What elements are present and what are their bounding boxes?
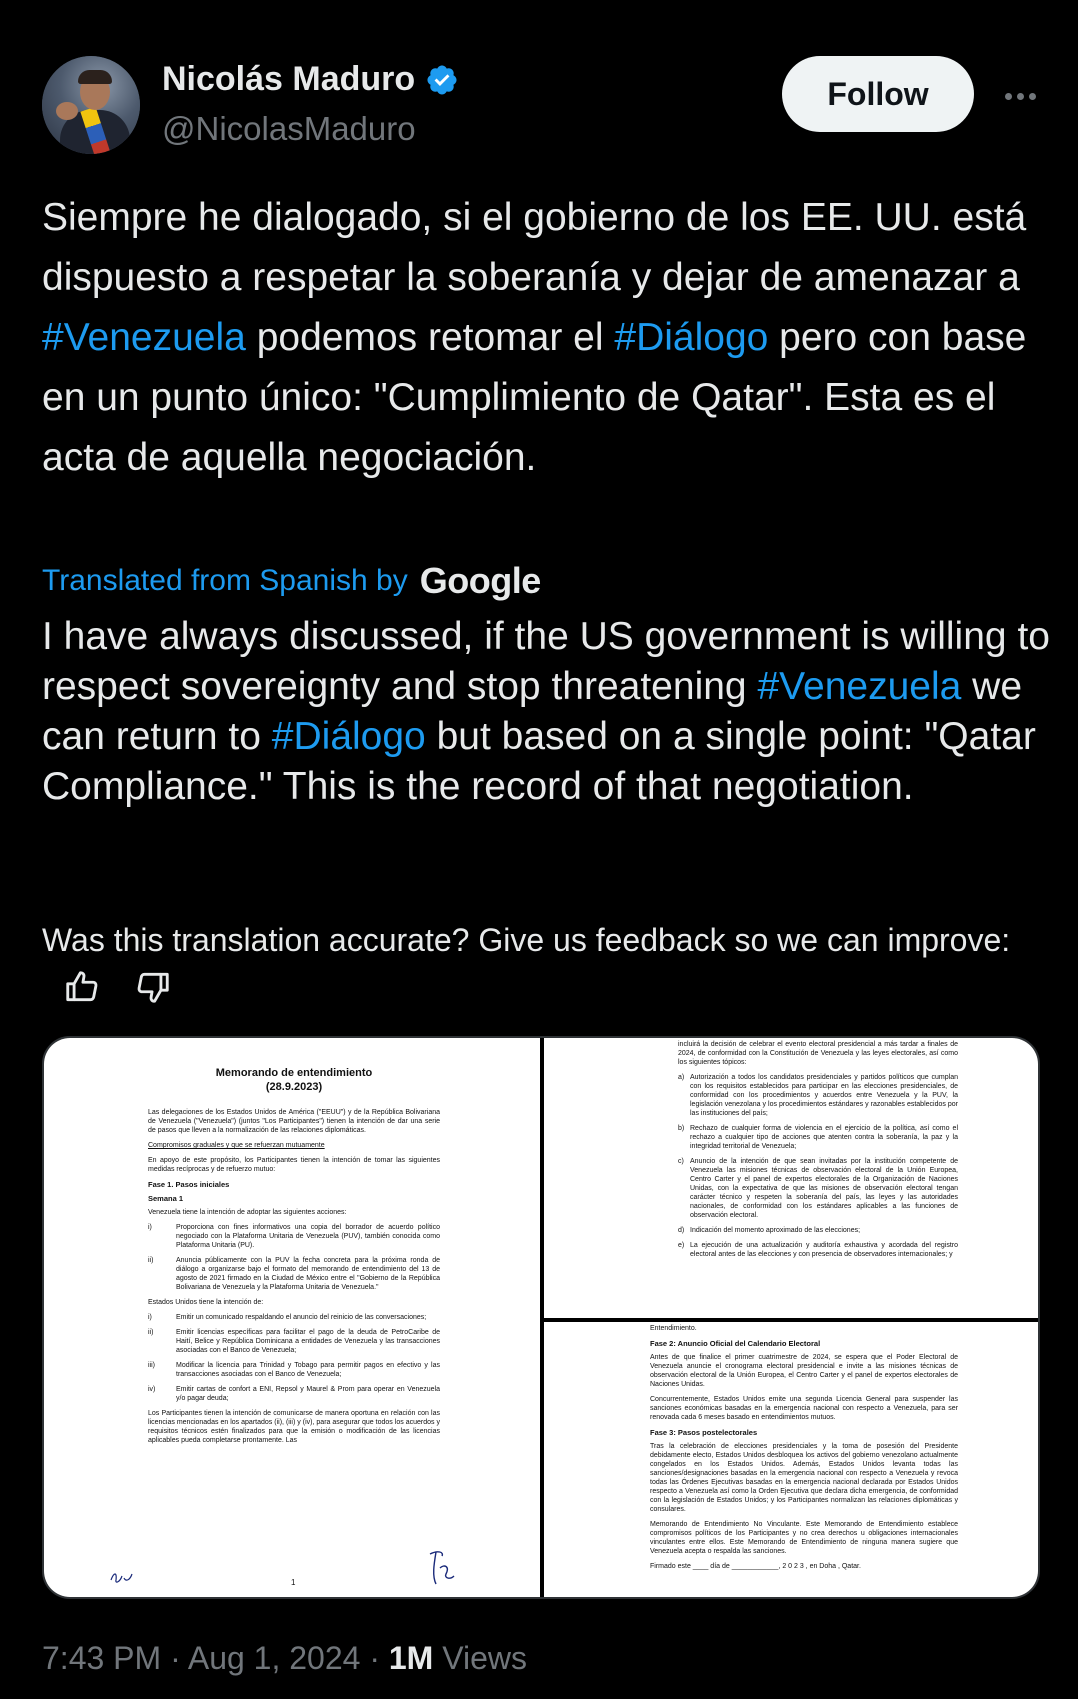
document-list-item: iv) Emitir cartas de confort a ENI, Repsol y Maurel & Prom para operar en Venezuela y/o pagar deuda; bbox=[148, 1386, 440, 1402]
document-paragraph: Los Participantes tienen la intención de comunicarse de manera oportuna en relación con las licencias mencionadas en los apartados (ii), (iii) y (iv), para asegurar que todos los acuerdos y requisitos técnicos estén finalizados para que la emisión o modificación de las licencias aplicables pueda completarse prontamente. Las bbox=[148, 1410, 440, 1444]
document-date: (28.9.2023) bbox=[265, 1081, 323, 1093]
translation-attribution bbox=[42, 560, 541, 602]
document-list-item: a) Autorización a todos los candidatos presidenciales y partidos políticos que cumplan con los requisitos establecidos para participar en las elecciones presidenciales, de conformidad con los procedimientos y acuerdos entre Venezuela y la PUV, la legislación venezolana y los procedimientos estándares y razonables establecidos por las instituciones del país; bbox=[678, 1074, 958, 1117]
google-logo: Google bbox=[419, 560, 541, 601]
document-paragraph: Memorando de Entendimiento No Vinculante. Este Memorando de Entendimiento establece compromisos políticos de los Participantes y no crea derechos u obligaciones internacionales vinculantes entre ellos. Este Memorando de Entendimiento de ninguna manera sugiere que Venezuela acepta o respalda las sanciones. bbox=[650, 1521, 958, 1555]
document-list-item: ii) Emitir licencias específicas para facilitar el pago de la deuda de PetroCaribe de Haití, Belice y República Dominicana a entidades de Venezuela y las transacciones asociadas con el Banco de Venezuela; bbox=[148, 1329, 440, 1354]
tweet-meta bbox=[42, 1640, 527, 1677]
author-handle[interactable]: @NicolasMaduro bbox=[162, 110, 416, 147]
document-paragraph: Antes de que finalice el primer cuatrimestre de 2024, se espera que el Poder Electoral de Venezuela anuncie el cronograma electoral presidencial e invite a las misiones técnicas de observación electoral de la Unión Europea, el Centro Carter y el panel de expertos electorales de Naciones Unidas. bbox=[650, 1354, 958, 1388]
page-number: 1 bbox=[291, 1578, 296, 1587]
hashtag-venezuela[interactable]: #Venezuela bbox=[757, 665, 962, 708]
translated-from-link[interactable]: Translated from Spanish by bbox=[42, 564, 408, 597]
document-list-item: d) Indicación del momento aproximado de las elecciones; bbox=[678, 1227, 861, 1234]
thumbs-down-icon[interactable] bbox=[133, 968, 173, 1006]
author-name-line[interactable] bbox=[162, 60, 459, 99]
avatar[interactable] bbox=[42, 56, 140, 154]
document-list-item: i) Proporciona con fines informativos una copia del borrador de acuerdo político negociado con la Plataforma Unitaria de Venezuela (PUV), también conocida como Plataforma Unitaria (PU). bbox=[148, 1224, 440, 1249]
meta-separator: · bbox=[170, 1640, 181, 1676]
document-list-item: b) Rechazo de cualquier forma de violencia en el ejercicio de la política, así como el rechazo a cualquier tipo de acciones que atenten contra la soberanía, la paz y la integridad territorial de Venezuela; bbox=[678, 1125, 958, 1150]
display-name[interactable]: Nicolás Maduro bbox=[162, 60, 416, 98]
hashtag-dialogo[interactable]: #Diálogo bbox=[271, 715, 426, 758]
tweet-text-part: Siempre he dialogado, si el gobierno de los EE. UU. está dispuesto a respetar la soberanía y dejar de amenazar a bbox=[42, 196, 1027, 299]
verified-badge-icon bbox=[425, 63, 459, 97]
tweet-text-part: podemos retomar el bbox=[245, 316, 615, 359]
tweet-date[interactable]: Aug 1, 2024 bbox=[187, 1640, 361, 1676]
document-paragraph: Estados Unidos tiene la intención de: bbox=[148, 1299, 264, 1306]
more-options-icon[interactable] bbox=[1000, 76, 1040, 116]
tweet-header bbox=[42, 56, 1042, 156]
views-label: Views bbox=[442, 1640, 527, 1676]
signature-right bbox=[424, 1546, 458, 1588]
document-list-item: ii) Anuncia públicamente con la PUV la fecha concreta para la próxima ronda de diálogo a organizarse bajo el formato del memorando de entendimiento del 13 de agosto de 2021 firmado en la Ciudad de México entre el "Gobierno de la República Bolivariana de Venezuela y la Plataforma Unitaria de Venezuela." bbox=[148, 1257, 440, 1291]
tweet-text bbox=[42, 188, 1042, 488]
document-paragraph: Concurrentemente, Estados Unidos emite una segunda Licencia General para suspender las sanciones económicas basadas en la emergencia nacional con respecto a Venezuela, para ser renovada cada 6 meses basado en entendimientos mutuos. bbox=[650, 1396, 958, 1421]
signature-left bbox=[108, 1566, 136, 1588]
translation-text bbox=[42, 612, 1052, 812]
document-paragraph: Entendimiento. bbox=[650, 1325, 697, 1332]
document-list-item: e) La ejecución de una actualización y auditoría exhaustiva y acordada del registro electoral antes de las elecciones y con presencia de observadores internacionales; y bbox=[678, 1242, 958, 1258]
document-paragraph: Venezuela tiene la intención de adoptar las siguientes acciones: bbox=[148, 1209, 347, 1216]
document-paragraph: incluirá la decisión de celebrar el evento electoral presidencial a más tardar a finales de 2024, de conformidad con la Constitución de Venezuela y las leyes electorales, así como los siguientes tópicos: bbox=[678, 1041, 958, 1066]
document-page-1[interactable] bbox=[44, 1038, 540, 1599]
document-list-item: i) Emitir un comunicado respaldando el anuncio del reinicio de las conversaciones; bbox=[148, 1314, 427, 1321]
document-signed-line: Firmado este ____ día de ____________, 2 0 2 3 , en Doha , Qatar. bbox=[650, 1563, 861, 1570]
translation-feedback bbox=[42, 918, 1042, 1006]
tweet-time[interactable]: 7:43 PM bbox=[42, 1640, 162, 1676]
document-list-item: c) Anuncio de la intención de que sean invitadas por la institución competente de Venezuela las misiones técnicas de observación electoral de la Unión Europea, Centro Carter y el panel de expertos electorales de la Organización de Naciones Unidas, con la expectativa de que las misiones de observación electoral tengan carácter técnico y respeten la soberanía del país, las leyes y las autoridades nacionales, de conformidad con los estándares aplicables a las funciones de observación electoral. bbox=[678, 1158, 958, 1219]
translation-text-part: I have always discussed, if the US government is willing to respect sovereignty and stop threatening bbox=[42, 615, 1050, 708]
document-heading: Semana 1 bbox=[148, 1194, 184, 1203]
document-title: Memorando de entendimiento bbox=[215, 1067, 373, 1079]
thumbs-up-icon[interactable] bbox=[62, 968, 102, 1006]
document-page-3[interactable] bbox=[544, 1322, 1040, 1599]
document-page-2[interactable] bbox=[544, 1038, 1040, 1318]
meta-separator: · bbox=[369, 1640, 380, 1676]
document-heading: Fase 2: Anuncio Oficial del Calendario Electoral bbox=[650, 1339, 821, 1348]
hashtag-venezuela[interactable]: #Venezuela bbox=[42, 316, 246, 359]
views-count: 1M bbox=[388, 1640, 434, 1676]
translation-text-part: we can return to bbox=[42, 665, 1023, 758]
tweet-text-part: pero con base en un punto único: "Cumplimiento de Qatar". Esta es el acta de aquella negociación. bbox=[42, 316, 1027, 479]
feedback-prompt: Was this translation accurate? Give us feedback so we can improve: bbox=[42, 922, 1011, 958]
translation-text-part: but based on a single point: "Qatar Compliance." This is the record of that negotiation. bbox=[42, 715, 1036, 808]
document-paragraph: Tras la celebración de elecciones presidenciales y la toma de posesión del Presidente debidamente electo, Estados Unidos desbloquea los activos del gobierno venezolano actualmente congelados en los Estados Unidos. Además, Estados Unidos levanta todas las sanciones/designaciones basadas en la emergencia nacional con respecto a Venezuela y revoca todas las Órdenes Ejecutivas basadas en la emergencia nacional declarada por Estados Unidos respecto a Venezuela así como la Orden Ejecutiva que declara dicha emergencia, de conformidad con la legislación de Estados Unidos; y los Participantes normalizan las relaciones diplomáticas y consulares. bbox=[650, 1443, 958, 1513]
document-paragraph: En apoyo de este propósito, los Participantes tienen la intención de tomar las siguientes medidas recíprocas y de refuerzo mutuo: bbox=[148, 1157, 440, 1173]
document-heading: Fase 1. Pasos iniciales bbox=[148, 1180, 230, 1189]
follow-button[interactable]: Follow bbox=[782, 56, 974, 132]
document-heading: Fase 3: Pasos postelectorales bbox=[650, 1428, 758, 1437]
media-gallery[interactable] bbox=[42, 1036, 1040, 1599]
document-paragraph: Las delegaciones de los Estados Unidos de América ("EEUU") y de la República Bolivariana de Venezuela ("Venezuela") (juntos "Los Participantes") tienen la intención de dar una serie de pasos que lleven a la normalización de las relaciones diplomáticas. bbox=[148, 1109, 440, 1134]
document-list-item: iii) Modificar la licencia para Trinidad y Tobago para permitir pagos en efectivo y las transacciones asociadas con el Banco de Venezuela; bbox=[148, 1362, 440, 1378]
hashtag-dialogo[interactable]: #Diálogo bbox=[614, 316, 769, 359]
document-subtitle: Compromisos graduales y que se refuerzan mutuamente bbox=[148, 1142, 325, 1149]
